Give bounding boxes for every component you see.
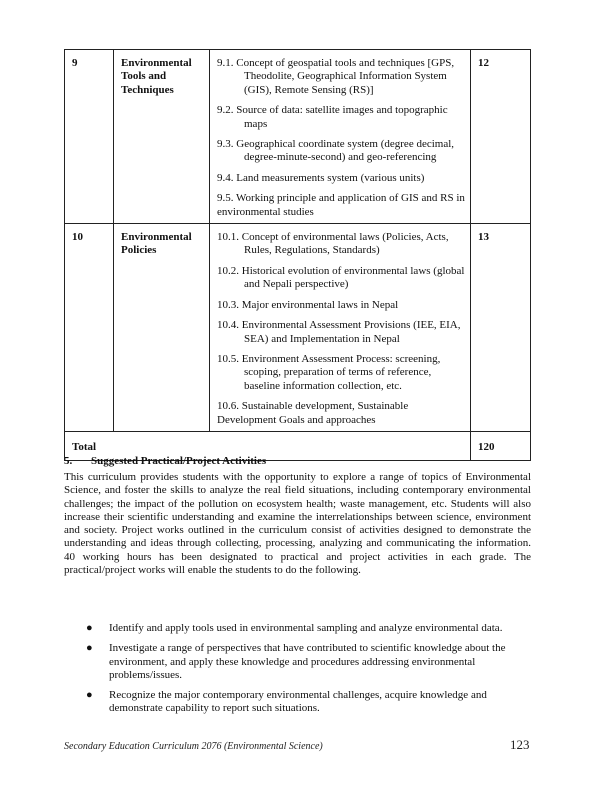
content-item: 9.3. Geographical coordinate system (degree decimal, degree-minute-second) and geo-referencing (217, 138, 455, 164)
content-item: 10.5. Environment Assessment Process: screening, scoping, preparation of terms of reference, baseline information collection, etc. (217, 352, 441, 392)
bullet-icon: ● (86, 642, 93, 655)
list-item (82, 622, 534, 635)
total-label: Total (65, 431, 471, 460)
unit-number: 9 (65, 50, 114, 224)
unit-hours: 12 (471, 50, 531, 224)
content-item: 10.4. Environmental Assessment Provisions (IEE, EIA, SEA) and Implementation in Nepal (217, 319, 461, 345)
content-item: 10.1. Concept of environmental laws (Policies, Acts, Rules, Regulations, Standards) (217, 231, 449, 257)
section-number: 5. (64, 455, 73, 467)
content-item: 9.1. Concept of geospatial tools and techniques [GPS, Theodolite, Geographical Information System (GIS), Remote Sensing (RS)] (217, 57, 455, 96)
unit-name: Environmental Tools and Techniques (114, 50, 210, 224)
unit-contents (210, 50, 471, 224)
section-paragraph: This curriculum provides students with the opportunity to explore a range of topics of Environmental Science, and foster the skills to analyze the real field situations, including contemporary environmental challenges; the impact of the pollution on ecosystem health; waste management, etc. Students will also increase their scientific understanding and examine the interrelationships between science, environment and society. Project works outlined in the curriculum consist of activities designed to demonstrate the understanding and ideas through collecting, processing, analyzing and communicating the information. 40 working hours has been designated to practical and project activities in each grade. The practical/project works will enable the students to do the following. (64, 471, 531, 577)
table-row (65, 50, 531, 224)
curriculum-units-table (64, 49, 531, 461)
content-item: 9.2. Source of data: satellite images and topographic maps (217, 104, 448, 130)
list-item-text: Investigate a range of perspectives that have contributed to scientific knowledge about the environment, and apply these knowledge and procedures addressing environmental problems/issues. (109, 642, 506, 681)
section-title: Suggested Practical/Project Activities (91, 455, 267, 467)
unit-contents (210, 224, 471, 432)
total-hours: 120 (471, 431, 531, 460)
content-item: 9.5. Working principle and application of GIS and RS in environmental studies (217, 192, 465, 218)
content-item: 10.2. Historical evolution of environmental laws (global and Nepali perspective) (217, 264, 465, 291)
bullet-icon: ● (86, 689, 93, 702)
unit-name: Environmental Policies (114, 224, 210, 432)
table-row (65, 224, 531, 432)
list-item-text: Identify and apply tools used in environmental sampling and analyze environmental data. (109, 622, 503, 634)
content-item: 9.4. Land measurements system (various units) (217, 171, 425, 184)
activities-list (82, 622, 534, 723)
content-item: 10.6. Sustainable development, Sustainable Development Goals and approaches (217, 400, 409, 426)
section-heading (64, 455, 266, 468)
footer-title: Secondary Education Curriculum 2076 (Environmental Science) (64, 741, 323, 752)
unit-number: 10 (65, 224, 114, 432)
list-item (82, 689, 534, 716)
list-item-text: Recognize the major contemporary environmental challenges, acquire knowledge and demonstrate capability to report such situations. (109, 689, 487, 715)
content-item: 10.3. Major environmental laws in Nepal (217, 298, 399, 311)
list-item (82, 642, 534, 682)
page-number: 123 (510, 737, 530, 752)
bullet-icon: ● (86, 622, 93, 634)
unit-hours: 13 (471, 224, 531, 432)
